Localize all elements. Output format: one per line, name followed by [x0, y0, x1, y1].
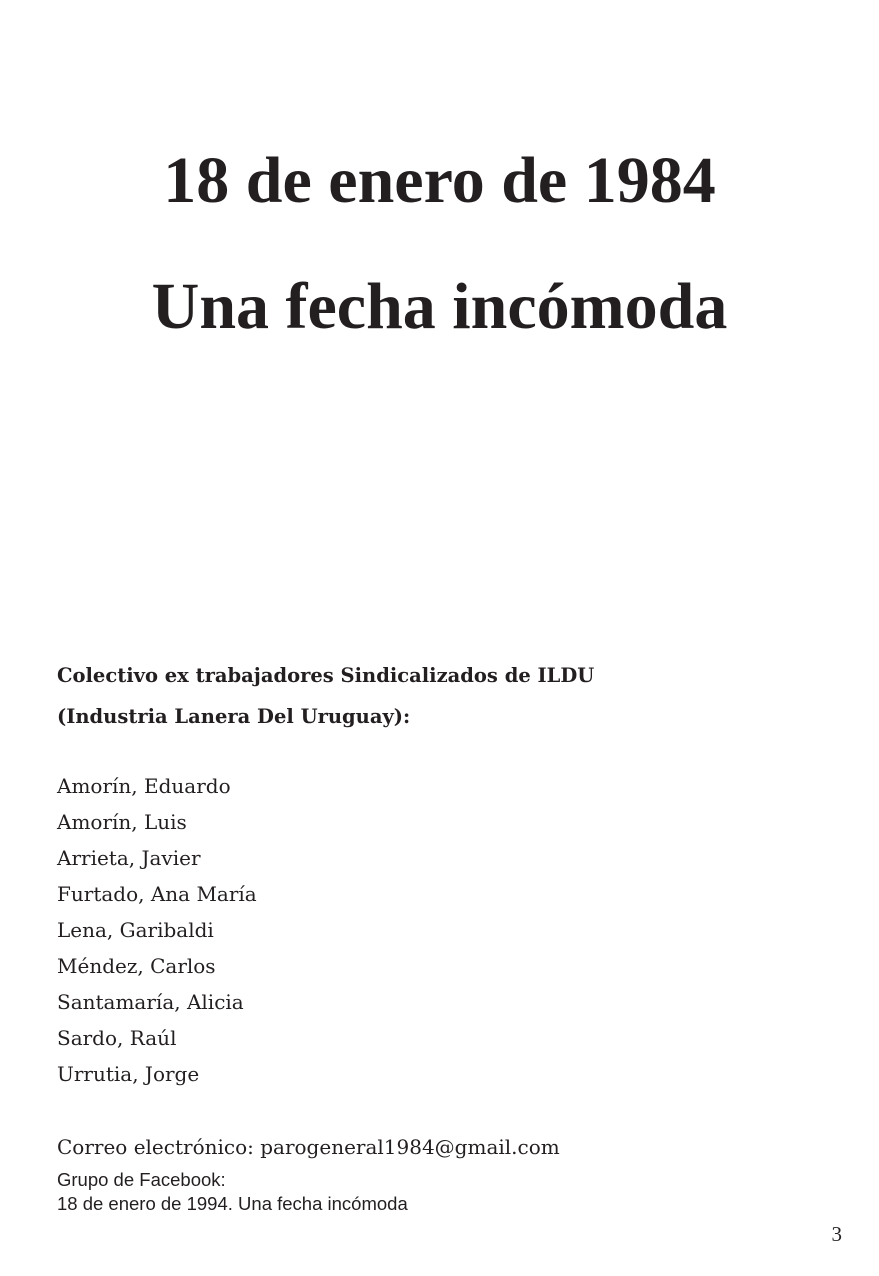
- page-number: 3: [831, 1222, 842, 1246]
- facebook-group-label: Grupo de Facebook:: [57, 1169, 226, 1190]
- member-name: Lena, Garibaldi: [57, 918, 214, 942]
- facebook-group-name: 18 de enero de 1994. Una fecha incómoda: [57, 1193, 408, 1214]
- member-name: Méndez, Carlos: [57, 954, 216, 978]
- collective-heading-line-2: (Industria Lanera Del Uruguay):: [57, 705, 411, 728]
- member-name: Arrieta, Javier: [57, 846, 201, 870]
- collective-heading-line-1: Colectivo ex trabajadores Sindicalizados de ILDU: [57, 664, 595, 687]
- member-name: Santamaría, Alicia: [57, 990, 244, 1014]
- member-name: Sardo, Raúl: [57, 1026, 177, 1050]
- email-line: Correo electrónico: parogeneral1984@gmail.com: [57, 1135, 560, 1159]
- member-list: [57, 771, 257, 1095]
- title-line-1: 18 de enero de 1984: [163, 144, 716, 217]
- member-name: Furtado, Ana María: [57, 882, 257, 906]
- title-line-2: Una fecha incómoda: [151, 270, 728, 343]
- member-name: Urrutia, Jorge: [57, 1062, 200, 1086]
- member-name: Amorín, Eduardo: [57, 774, 231, 798]
- member-name: Amorín, Luis: [57, 810, 187, 834]
